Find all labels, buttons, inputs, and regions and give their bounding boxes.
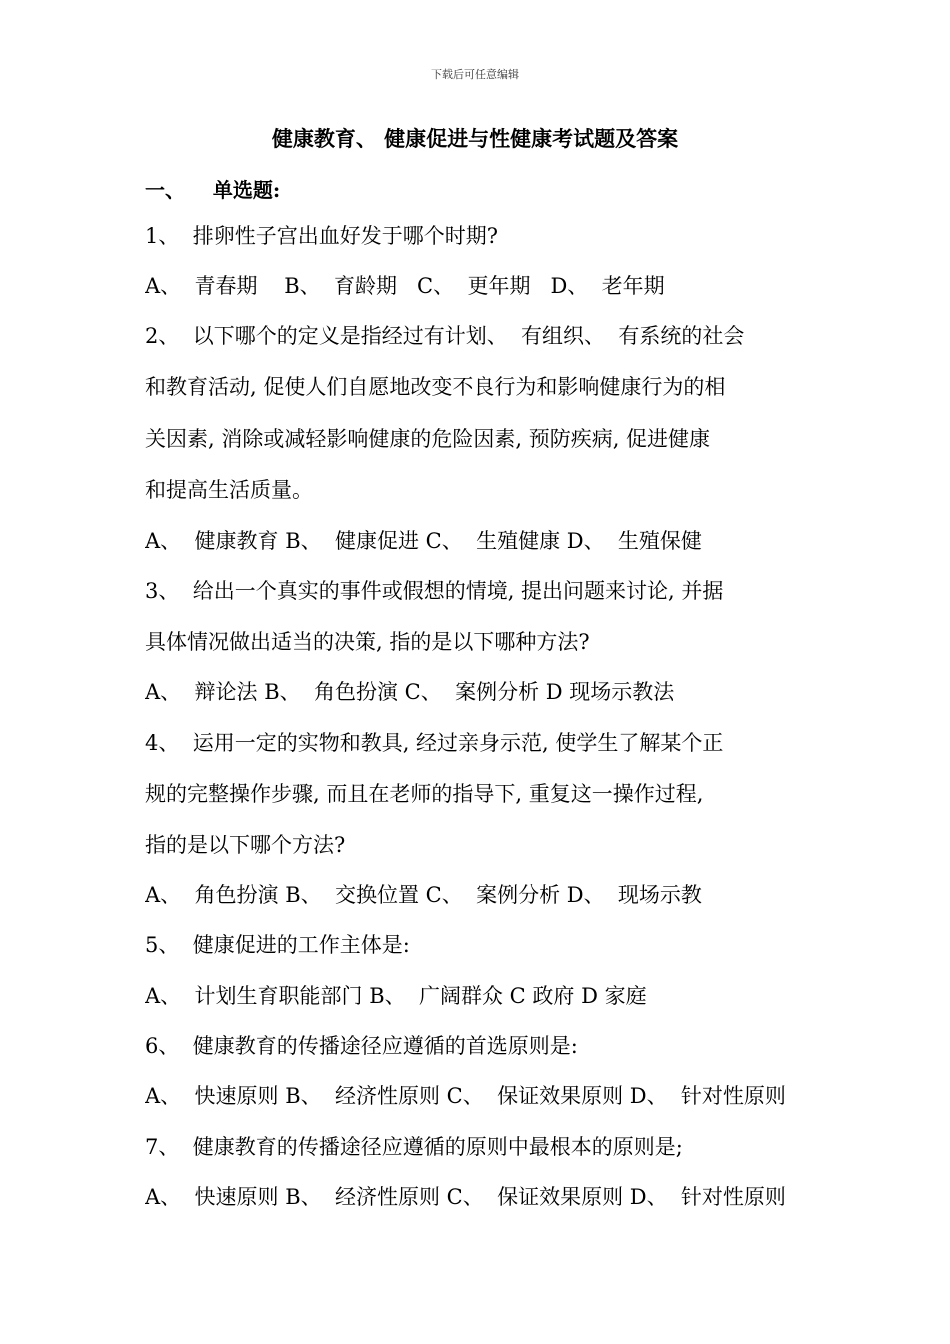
question-4-options: A、 角色扮演 B、 交换位置 C、 案例分析 D、 现场示教 <box>145 883 702 907</box>
question-5: 5、 健康促进的工作主体是: <box>145 933 410 957</box>
question-4-line-1: 4、 运用一定的实物和教具, 经过亲身示范, 使学生了解某个正 <box>145 731 724 755</box>
question-7-options: A、 快速原则 B、 经济性原则 C、 保证效果原则 D、 针对性原则 <box>145 1185 786 1209</box>
question-4-line-2: 规的完整操作步骤, 而且在老师的指导下, 重复这一操作过程, <box>145 782 704 806</box>
question-1: 1、 排卵性子宫出血好发于哪个时期? <box>145 224 498 248</box>
question-2-line-1: 2、 以下哪个的定义是指经过有计划、 有组织、 有系统的社会 <box>145 324 745 348</box>
question-2-line-3: 关因素, 消除或减轻影响健康的危险因素, 预防疾病, 促进健康 <box>145 427 711 451</box>
question-1-options: A、 青春期 B、 育龄期 C、 更年期 D、 老年期 <box>145 274 665 298</box>
page-header: 下载后可任意编辑 <box>431 68 519 81</box>
question-2-options: A、 健康教育 B、 健康促进 C、 生殖健康 D、 生殖保健 <box>145 529 702 553</box>
question-6: 6、 健康教育的传播途径应遵循的首选原则是: <box>145 1034 578 1058</box>
question-3-line-1: 3、 给出一个真实的事件或假想的情境, 提出问题来讨论, 并据 <box>145 579 724 603</box>
question-3-options: A、 辩论法 B、 角色扮演 C、 案例分析 D 现场示教法 <box>145 680 675 704</box>
question-2-line-2: 和教育活动, 促使人们自愿地改变不良行为和影响健康行为的相 <box>145 375 726 399</box>
question-7: 7、 健康教育的传播途径应遵循的原则中最根本的原则是; <box>145 1135 683 1159</box>
question-5-options: A、 计划生育职能部门 B、 广阔群众 C 政府 D 家庭 <box>145 984 647 1008</box>
document-title: 健康教育、 健康促进与性健康考试题及答案 <box>271 126 679 151</box>
question-3-line-2: 具体情况做出适当的决策, 指的是以下哪种方法? <box>145 630 590 654</box>
question-2-line-4: 和提高生活质量。 <box>145 478 313 502</box>
question-4-line-3: 指的是以下哪个方法? <box>145 833 346 857</box>
question-6-options: A、 快速原则 B、 经济性原则 C、 保证效果原则 D、 针对性原则 <box>145 1084 786 1108</box>
section-heading: 一、 单选题: <box>145 178 281 202</box>
